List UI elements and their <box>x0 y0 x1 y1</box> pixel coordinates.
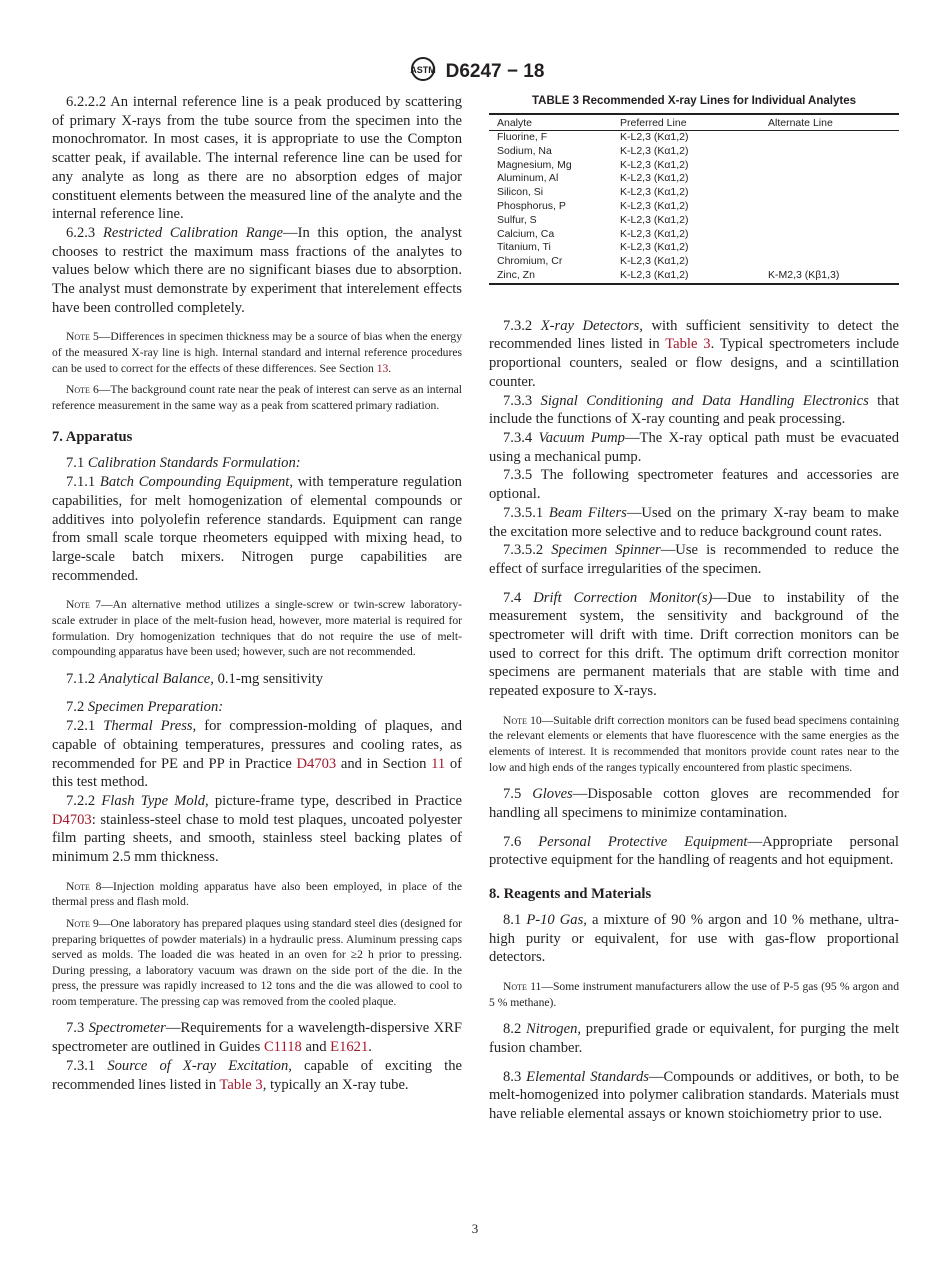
preferred-line-cell: K-L2,3 (Kα1,2) <box>620 227 689 240</box>
text: and <box>301 1039 331 1056</box>
text: 8.3 <box>503 1068 527 1085</box>
text: that include the functions of X-ray counting and peak processing. <box>489 392 899 428</box>
text: 7.5 <box>503 786 533 803</box>
text: : stainless-steel chase to mold test plaques, uncoated polyester film parting sheets, and smooth, stainless steel backing plates of minimum 2.5 mm thickness. <box>52 811 462 866</box>
text: of this test method. <box>52 755 462 791</box>
analyte-cell: Chromium, Cr <box>497 255 563 268</box>
table-title: TABLE 3 Recommended X-ray Lines for Individual Analytes <box>532 95 856 107</box>
note-label: Note <box>66 879 90 893</box>
text: . <box>368 1039 372 1056</box>
astm-logo-icon <box>406 56 440 82</box>
italic-term: X-ray Detectors, <box>540 317 643 334</box>
text: 7.6 <box>503 833 539 850</box>
text: 6.2.3 <box>66 224 103 241</box>
note-label: Note <box>66 598 90 612</box>
italic-term: Restricted Calibration Range <box>102 224 284 241</box>
text: —In this option, the analyst chooses to restrict the maximum mass fractions of the analytes to values below which there are no significant biases due to absorption. The analyst must demonstrate by experiment that interelement effects have been controlled completely. <box>52 224 462 316</box>
cross-reference-link[interactable]: D4703 <box>52 811 92 828</box>
note <box>52 879 462 910</box>
page-number: 3 <box>471 1221 479 1236</box>
note <box>52 329 462 376</box>
text: capable of exciting the recommended lines listed in <box>52 1057 462 1093</box>
italic-term: Beam Filters <box>548 504 627 521</box>
paragraph <box>489 785 899 822</box>
italic-term: Drift Correction Monitor(s) <box>533 589 713 606</box>
text: 7.1.1 <box>66 474 100 491</box>
text: 8—Injection molding apparatus have also been employed, in place of the thermal press and flash mold. <box>52 879 462 909</box>
italic-term: Calibration Standards Formulation: <box>87 455 301 472</box>
table-row <box>489 131 899 145</box>
preferred-line-cell: K-L2,3 (Kα1,2) <box>620 158 689 171</box>
text: —Use is recommended to reduce the effect of surface irregularities of the specimen. <box>489 542 900 577</box>
alternate-line-cell <box>760 214 899 228</box>
text: —The X-ray optical path must be evacuated using a mechanical pump. <box>489 429 899 465</box>
italic-term: Spectrometer <box>88 1020 166 1037</box>
analyte-cell: Fluorine, F <box>497 131 548 143</box>
document-id: D6247 − 18 <box>445 61 545 82</box>
note <box>52 916 462 1010</box>
table-row <box>489 200 899 214</box>
text: —Disposable cotton gloves are recommended for handling all specimens to minimize contamination. <box>489 786 900 821</box>
analyte-cell: Silicon, Si <box>497 186 544 199</box>
italic-term: P-10 Gas, <box>526 912 587 929</box>
table-header: Alternate Line <box>760 114 899 131</box>
text: with sufficient sensitivity to detect the recommended lines listed in <box>489 317 899 353</box>
italic-term: Source of X-ray Excitation, <box>107 1057 292 1074</box>
alternate-line-cell <box>760 241 899 255</box>
table-header: Preferred Line <box>612 114 760 131</box>
italic-term: Batch Compounding Equipment, <box>99 474 293 491</box>
text: 7.3.5.2 <box>503 542 552 559</box>
note-label: Note <box>66 330 90 344</box>
italic-term: Flash Type Mold, <box>101 792 209 809</box>
text: 7.2 <box>66 699 88 716</box>
cross-reference-link[interactable]: Table 3 <box>219 1076 263 1093</box>
analyte-cell: Calcium, Ca <box>497 227 555 240</box>
alternate-line-cell <box>760 200 899 214</box>
text: 7.3.5 The following spectrometer features and accessories are optional. <box>489 467 899 503</box>
text: 10—Suitable drift correction monitors can be fused bead specimens containing the relevant elements or elements that have fluorescence with the same energies as the elements of interest. It is recommended that monitors provide count rates near to the low and high ends of the ranges typically encountered from plastic specimens. <box>489 713 899 774</box>
paragraph <box>489 1020 899 1057</box>
note <box>489 713 899 775</box>
text: 0.1-mg sensitivity <box>213 670 323 687</box>
table-3 <box>489 95 899 285</box>
page-header <box>0 56 950 83</box>
paragraph <box>52 670 462 689</box>
text: for compression-molding of plaques, and capable of obtaining temperatures, pressures and cooling rates, as recommended for PE and PP in Practice <box>52 718 462 772</box>
cross-reference-link[interactable]: 11 <box>431 755 446 772</box>
svg-text:ASTM: ASTM <box>409 65 436 75</box>
text: 7.2.1 <box>66 718 104 735</box>
table-row <box>489 269 899 284</box>
table-row <box>489 228 899 242</box>
text: 7.4 <box>503 589 534 606</box>
alternate-line-cell: K-M2,3 (Kβ1,3) <box>768 268 840 281</box>
analyte-cell: Magnesium, Mg <box>497 158 572 171</box>
paragraph <box>52 1019 462 1056</box>
italic-term: Nitrogen, <box>526 1021 582 1038</box>
note-label: Note <box>503 980 527 994</box>
text: 6.2.2.2 An internal reference line is a peak produced by scattering of primary X-rays from the tube source from the specimen into the monochromator. In most cases, it is appropriate to use the Compton scatter peak, if available. The internal reference line can be used for any analyte as long as there are no absorption edges of major constituent elements between the measured line of the analyte and the internal reference line. <box>52 94 462 223</box>
alternate-line-cell <box>760 131 899 145</box>
paragraph <box>489 504 899 541</box>
note-label: Note <box>66 383 90 397</box>
paragraph <box>489 833 899 870</box>
note <box>52 597 462 659</box>
cross-reference-link[interactable]: 13 <box>376 361 389 375</box>
text: 7—An alternative method utilizes a single-screw or twin-screw laboratory-scale extruder in place of the melt-fusion head, however, more material is required for formulation. Dry homogenization techniques that do not require the use of melt-compounding apparatus have been used; however, such are not recommended. <box>52 598 462 659</box>
alternate-line-cell <box>760 172 899 186</box>
table-row <box>489 172 899 186</box>
text: 6—The background count rate near the peak of interest can serve as an internal reference measurement in the same way as a peak from scattered primary radiation. <box>52 383 462 412</box>
section-heading: 7. Apparatus <box>52 429 133 446</box>
text: 8.2 <box>503 1021 527 1038</box>
cross-reference-link[interactable]: C1118 <box>263 1039 302 1056</box>
text: 5—Differences in specimen thickness may be a source of bias when the energy of the measured X-ray line is high. Internal standard and internal reference procedures can be used to correct for the effects of these differences. See Section <box>52 330 462 375</box>
paragraph <box>489 429 899 466</box>
text: —Due to instability of the measurement system, the sensitivity and background of the spectrometer will drift with time. Drift correction monitors can be used to correct for this drift. The optimum drift correction monitor specimens are permanent materials that are stable with time and repeated exposure to X-rays. <box>489 589 899 700</box>
paragraph <box>489 541 899 578</box>
paragraph <box>52 473 462 585</box>
paragraph <box>52 698 462 717</box>
analyte-cell: Aluminum, Al <box>497 172 559 185</box>
note <box>52 382 462 413</box>
note-label: Note <box>66 916 90 930</box>
italic-term: Gloves <box>532 786 573 803</box>
note-label: Note <box>503 713 527 727</box>
table-row <box>489 255 899 269</box>
italic-term: Specimen Spinner <box>551 542 661 559</box>
paragraph <box>489 1068 899 1124</box>
paragraph <box>489 911 899 967</box>
preferred-line-cell: K-L2,3 (Kα1,2) <box>620 199 689 212</box>
alternate-line-cell <box>760 159 899 173</box>
preferred-line-cell: K-L2,3 (Kα1,2) <box>620 131 689 143</box>
text: . <box>388 361 392 375</box>
text: 7.3.2 <box>503 317 541 334</box>
paragraph <box>489 589 899 701</box>
text: 7.3.1 <box>66 1057 108 1074</box>
preferred-line-cell: K-L2,3 (Kα1,2) <box>620 213 689 226</box>
analyte-cell: Zinc, Zn <box>497 268 535 281</box>
text: a mixture of 90 % argon and 10 % methane, ultra-high purity or equivalent, for use with gas-flow proportional detectors. <box>489 912 899 966</box>
preferred-line-cell: K-L2,3 (Kα1,2) <box>620 186 689 199</box>
alternate-line-cell <box>760 228 899 242</box>
italic-term: Signal Conditioning and Data Handling Electronics <box>540 392 869 409</box>
paragraph <box>489 466 899 503</box>
italic-term: Specimen Preparation: <box>87 699 224 716</box>
text: 7.2.2 <box>66 792 102 809</box>
cross-reference-link[interactable]: Table 3 <box>665 336 711 353</box>
preferred-line-cell: K-L2,3 (Kα1,2) <box>620 241 689 254</box>
text: . Typical spectrometers include proportional counters, sealed or flow designs, and a scintillation counter. <box>489 336 899 390</box>
text: picture-frame type, described in Practice <box>208 792 462 809</box>
text: 11—Some instrument manufacturers allow the use of P-5 gas (95 % argon and 5 % methane). <box>489 980 899 1009</box>
paragraph <box>489 317 899 392</box>
text: —Compounds or additives, or both, to be melt-homogenized into polymer calibration standards. Materials must have reliable elemental assays or known stoichiometry prior to use. <box>489 1068 899 1123</box>
paragraph <box>52 454 462 473</box>
right-column <box>489 93 899 1124</box>
analyte-cell: Phosphorus, P <box>497 199 566 212</box>
alternate-line-cell <box>760 145 899 159</box>
analyte-cell: Sulfur, S <box>497 213 537 226</box>
italic-term: Elemental Standards <box>526 1068 649 1085</box>
text: with temperature regulation capabilities, for melt homogenization of elemental compounds or additives into polyolefin reference standards. Equipment can range from small scale torque rheometers equipped with mixing head, to large-scale batch mixers. Nitrogen purge capabilities are recommended. <box>52 474 462 584</box>
table-row <box>489 186 899 200</box>
paragraph <box>52 717 462 792</box>
paragraph <box>52 1057 462 1094</box>
left-column <box>52 93 462 1094</box>
table-header: Analyte <box>489 114 612 131</box>
paragraph <box>52 792 462 867</box>
text: 7.3.4 <box>503 429 539 446</box>
text: 7.3.5.1 <box>503 504 549 521</box>
analyte-cell: Sodium, Na <box>497 144 552 157</box>
table-row <box>489 214 899 228</box>
italic-term: Personal Protective Equipment <box>538 833 748 850</box>
italic-term: Analytical Balance, <box>98 670 214 687</box>
text: —Used on the primary X-ray beam to make the excitation more selective and to reduce background count rates. <box>489 504 900 540</box>
alternate-line-cell <box>760 186 899 200</box>
preferred-line-cell: K-L2,3 (Kα1,2) <box>620 255 689 268</box>
italic-term: Vacuum Pump <box>538 429 625 446</box>
text: 7.3 <box>66 1020 89 1037</box>
text: 7.1 <box>66 455 88 472</box>
paragraph <box>52 224 462 318</box>
text: 7.1.2 <box>66 670 99 687</box>
paragraph <box>52 93 462 224</box>
cross-reference-link[interactable]: D4703 <box>296 755 337 772</box>
preferred-line-cell: K-L2,3 (Kα1,2) <box>620 172 689 185</box>
text: 9—One laboratory has prepared plaques using standard steel dies (designed for preparing briquettes of powder materials) in a hydraulic press. Aluminum pressing caps served as molds. The loaded die was heated in an oven for ≥2 h prior to pressing. During pressing, a laboratory vacuum was drawn on the side port of the die. In the press, the pressure was rapidly increased to 12 tons and the die was allowed to cool to room temperature. The pressing cap was removed from the cooled plaque. <box>52 916 462 1008</box>
text: 8.1 <box>503 912 527 929</box>
table-row <box>489 159 899 173</box>
cross-reference-link[interactable]: E1621 <box>330 1039 369 1056</box>
table-row <box>489 145 899 159</box>
text: —Appropriate personal protective equipment for the handling of reagents and hot equipment. <box>489 833 899 869</box>
note <box>489 979 899 1010</box>
paragraph <box>489 392 899 429</box>
alternate-line-cell <box>760 255 899 269</box>
section-heading: 8. Reagents and Materials <box>489 886 652 903</box>
table-row <box>489 241 899 255</box>
text: prepurified grade or equivalent, for purging the melt fusion chamber. <box>489 1021 900 1057</box>
text: , typically an X-ray tube. <box>262 1076 409 1093</box>
preferred-line-cell: K-L2,3 (Kα1,2) <box>620 144 689 157</box>
analyte-cell: Titanium, Ti <box>497 241 551 254</box>
text: and in Section <box>336 755 432 772</box>
italic-term: Thermal Press, <box>103 718 197 735</box>
text: —Requirements for a wavelength-dispersive XRF spectrometer are outlined in Guides <box>52 1020 462 1056</box>
text: 7.3.3 <box>503 392 541 409</box>
preferred-line-cell: K-L2,3 (Kα1,2) <box>620 268 689 281</box>
